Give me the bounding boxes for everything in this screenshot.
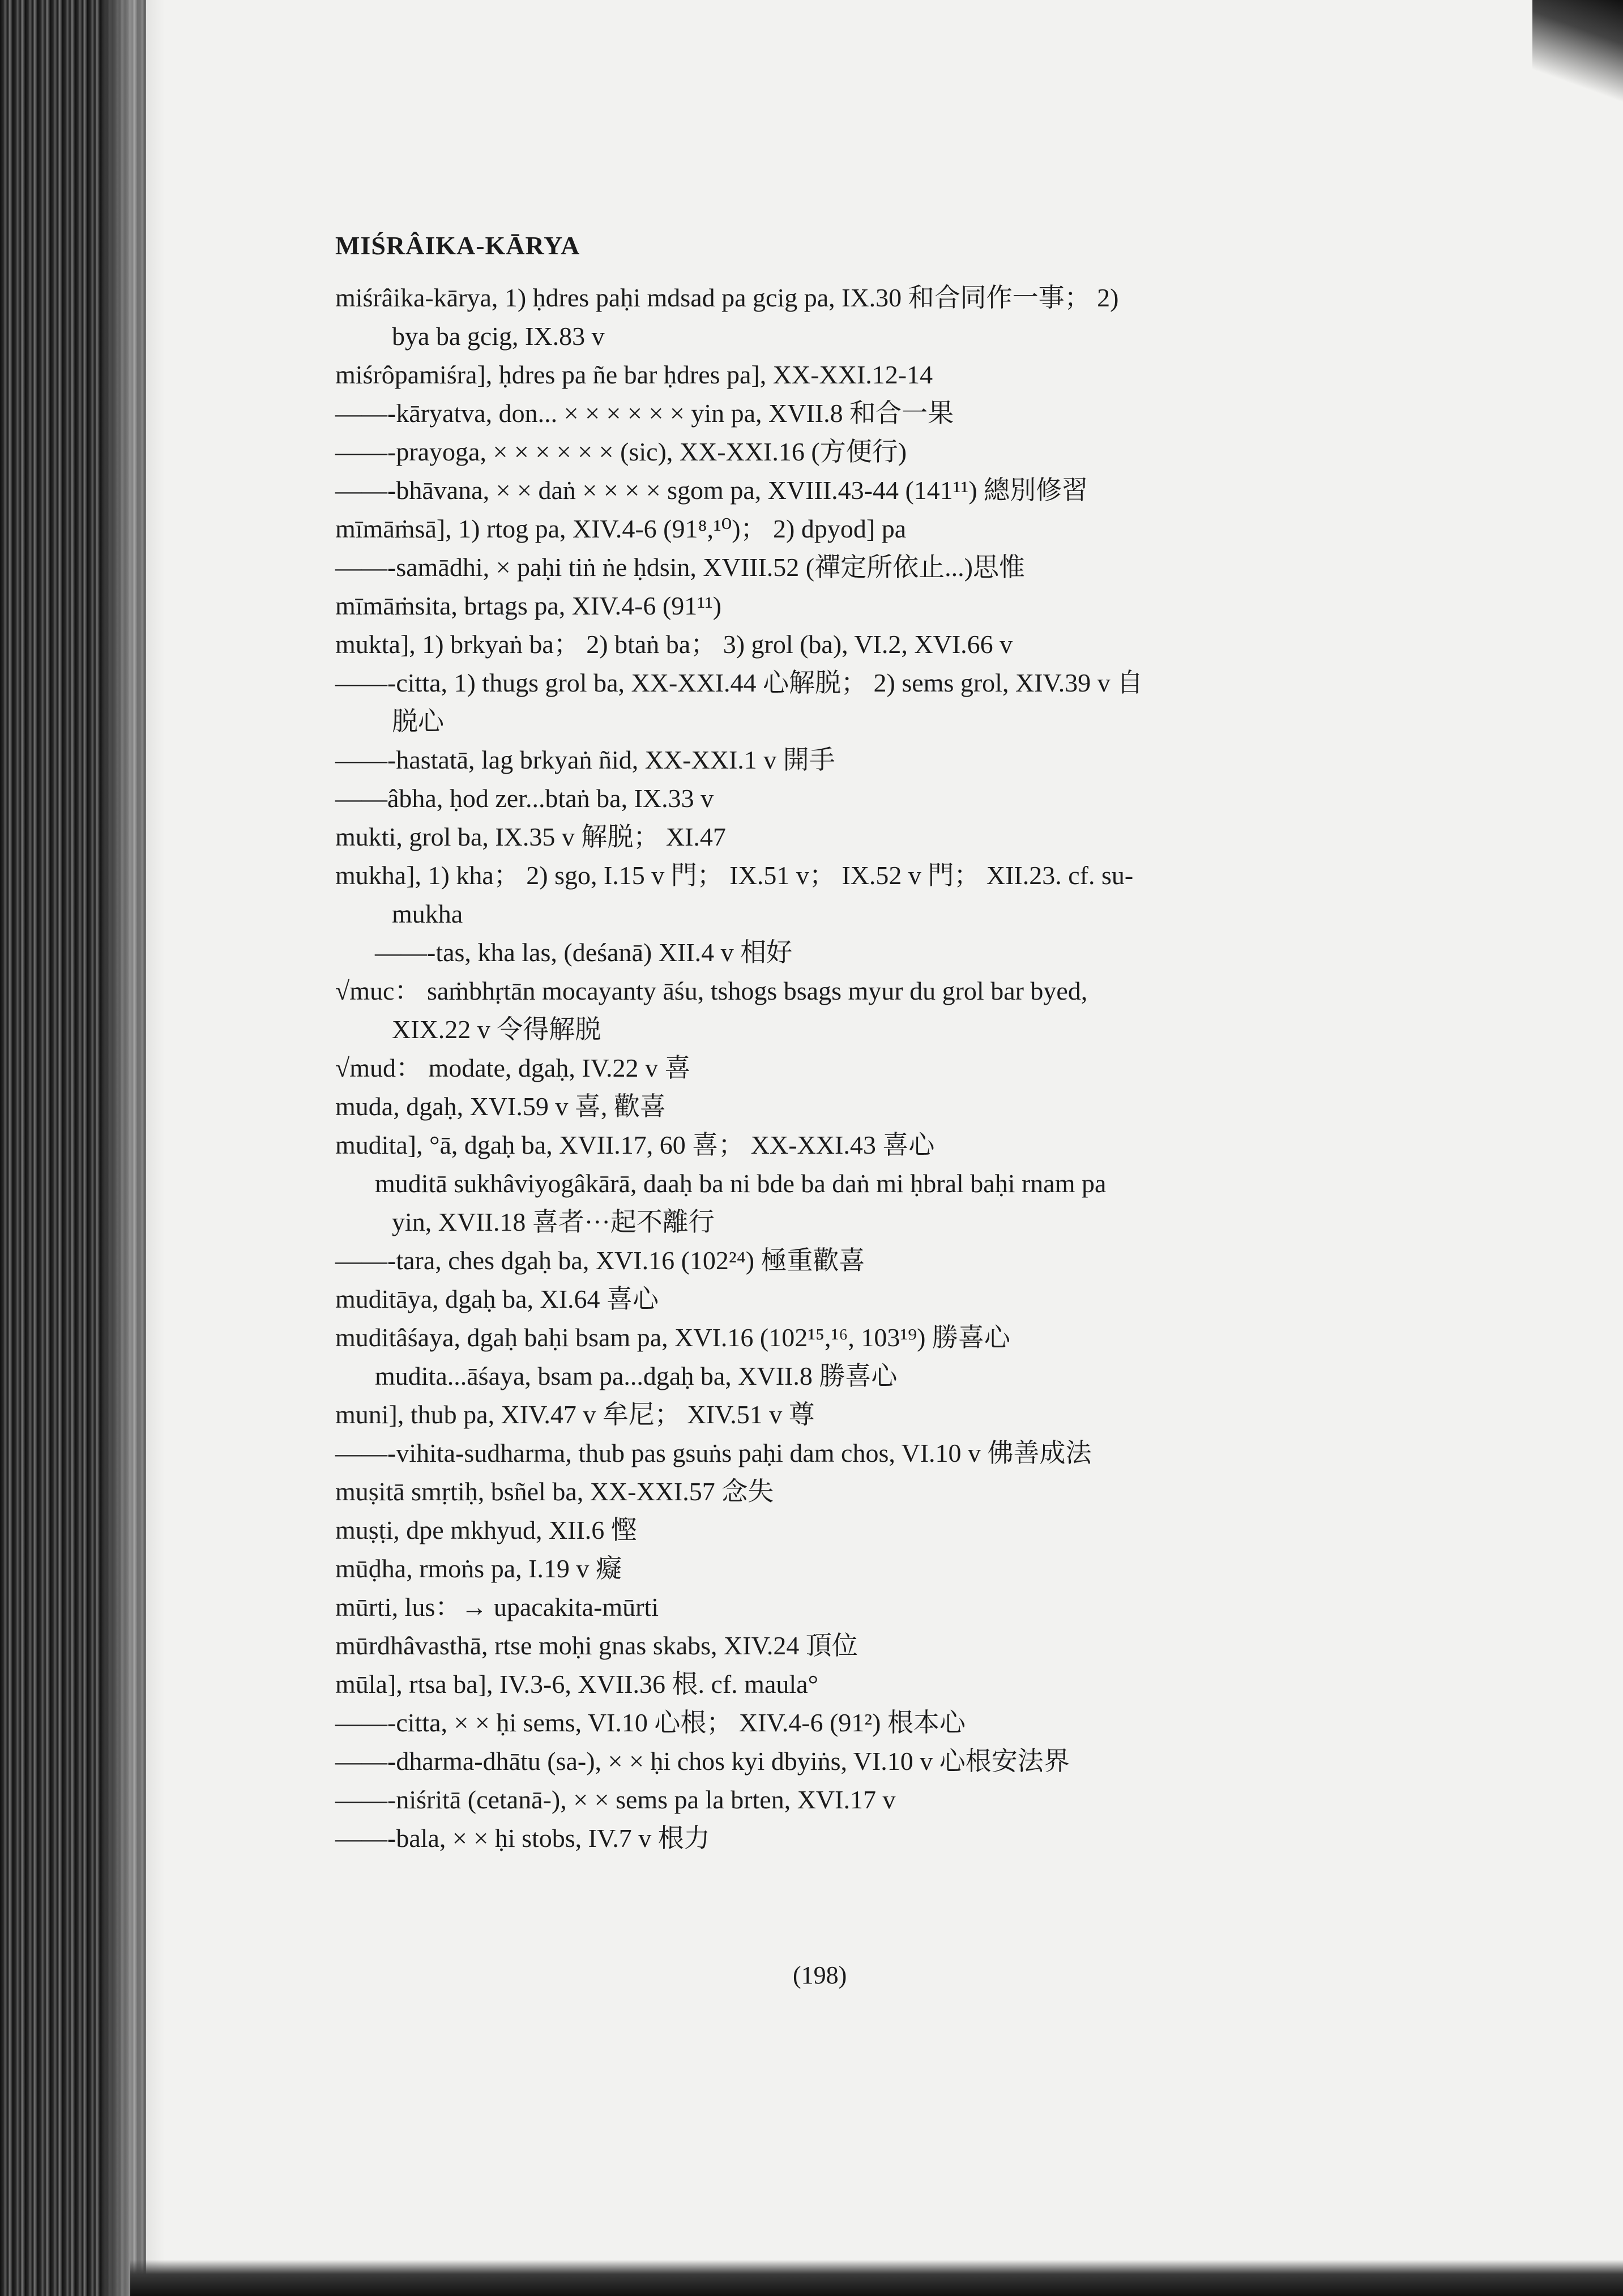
dictionary-line: ——-prayoga, × × × × × × (sic), XX-XXI.16 (方便行): [335, 437, 907, 466]
dictionary-line: mukti, grol ba, IX.35 v 解脱； XI.47: [335, 822, 726, 851]
dictionary-line: mūḍha, rmoṅs pa, I.19 v 癡: [335, 1554, 622, 1583]
dictionary-line: mukha: [392, 899, 463, 928]
dictionary-line: mukta], 1) brkyaṅ ba； 2) btaṅ ba； 3) grol (ba), VI.2, XVI.66 v: [335, 630, 1013, 659]
dictionary-line: ——âbha, ḥod zer...btaṅ ba, IX.33 v: [335, 784, 714, 813]
dictionary-line: muditâśaya, dgaḥ baḥi bsam pa, XVI.16 (102¹⁵,¹⁶, 103¹⁹) 勝喜心: [335, 1323, 1011, 1352]
dictionary-line: ——-hastatā, lag brkyaṅ ñid, XX-XXI.1 v 開手: [335, 745, 835, 774]
dictionary-line: ——-citta, 1) thugs grol ba, XX-XXI.44 心解脱； 2) sems grol, XIV.39 v 自: [335, 668, 1143, 697]
page-corner-shadow: [1532, 0, 1623, 113]
dictionary-line: mudita], °ā, dgaḥ ba, XVII.17, 60 喜； XX-XXI.43 喜心: [335, 1130, 935, 1159]
dictionary-line: muṣitā smṛtiḥ, bsñel ba, XX-XXI.57 念失: [335, 1477, 774, 1506]
page-number: (198): [793, 1961, 847, 1989]
dictionary-line: yin, XVII.18 喜者···起不離行: [392, 1207, 715, 1236]
dictionary-line: XIX.22 v 令得解脱: [392, 1015, 601, 1044]
dictionary-line: ——-dharma-dhātu (sa-), × × ḥi chos kyi dbyiṅs, VI.10 v 心根安法界: [335, 1747, 1070, 1776]
dictionary-line: muditāya, dgaḥ ba, XI.64 喜心: [335, 1284, 659, 1313]
dictionary-line: miśrâika-kārya, 1) ḥdres paḥi mdsad pa gcig pa, IX.30 和合同作一事； 2): [335, 283, 1119, 312]
dictionary-line: ——-tas, kha las, (deśanā) XII.4 v 相好: [375, 938, 793, 967]
dictionary-line: √mud： modate, dgaḥ, IV.22 v 喜: [335, 1053, 691, 1082]
dictionary-line: miśrôpamiśra], ḥdres pa ñe bar ḥdres pa], XX-XXI.12-14: [335, 360, 933, 389]
dictionary-line: ——-vihita-sudharma, thub pas gsuṅs paḥi dam chos, VI.10 v 佛善成法: [335, 1439, 1092, 1467]
page-heading: MIŚRÂIKA-KĀRYA: [335, 231, 580, 260]
dictionary-line: muṣṭi, dpe mkhyud, XII.6 慳: [335, 1516, 637, 1544]
dictionary-line: mīmāṁsā], 1) rtog pa, XIV.4-6 (91⁸,¹⁰)； 2) dpyod] pa: [335, 514, 907, 543]
dictionary-line: ——-bala, × × ḥi stobs, IV.7 v 根力: [335, 1824, 710, 1853]
dictionary-line: bya ba gcig, IX.83 v: [392, 322, 605, 351]
dictionary-line: mudita...āśaya, bsam pa...dgaḥ ba, XVII.8 勝喜心: [375, 1362, 898, 1390]
dictionary-line: mukha], 1) kha； 2) sgo, I.15 v 門； IX.51 v； IX.52 v 門； XII.23. cf. su-: [335, 861, 1134, 890]
dictionary-line: ——-citta, × × ḥi sems, VI.10 心根； XIV.4-6 (91²) 根本心: [335, 1708, 966, 1737]
dictionary-line: ——-niśritā (cetanā-), × × sems pa la brten, XVI.17 v: [335, 1785, 896, 1814]
dictionary-line: mūrdhâvasthā, rtse moḥi gnas skabs, XIV.24 頂位: [335, 1631, 858, 1660]
dictionary-line: ——-kāryatva, don... × × × × × × yin pa, XVII.8 和合一果: [335, 399, 954, 428]
bottom-page-edge: [130, 2260, 1623, 2296]
dictionary-line: muda, dgaḥ, XVI.59 v 喜, 歡喜: [335, 1092, 666, 1121]
dictionary-line: mūrti, lus：→ upacakita-mūrti: [335, 1593, 659, 1621]
dictionary-line: muni], thub pa, XIV.47 v 牟尼； XIV.51 v 尊: [335, 1400, 815, 1429]
dictionary-line: mūla], rtsa ba], IV.3-6, XVII.36 根. cf. maula°: [335, 1670, 818, 1698]
dictionary-line: mīmāṁsita, brtags pa, XIV.4-6 (91¹¹): [335, 591, 722, 620]
dictionary-line: ——-samādhi, × paḥi tiṅ ṅe ḥdsin, XVIII.52 (禪定所依止...)思惟: [335, 553, 1025, 582]
dictionary-page-content: [335, 225, 1468, 1858]
dictionary-line: ——-tara, ches dgaḥ ba, XVI.16 (102²⁴) 極重歡喜: [335, 1246, 865, 1275]
dictionary-entries: [335, 279, 1468, 1858]
spine-shadow: [102, 0, 164, 2296]
dictionary-line: muditā sukhâviyogâkārā, daaḥ ba ni bde ba daṅ mi ḥbral baḥi rnam pa: [375, 1169, 1107, 1198]
dictionary-line: 脱心: [392, 707, 444, 736]
dictionary-line: √muc： saṁbhṛtān mocayanty āśu, tshogs bsags myur du grol bar byed,: [335, 976, 1088, 1005]
dictionary-line: ——-bhāvana, × × daṅ × × × × sgom pa, XVIII.43-44 (141¹¹) 總別修習: [335, 476, 1088, 505]
